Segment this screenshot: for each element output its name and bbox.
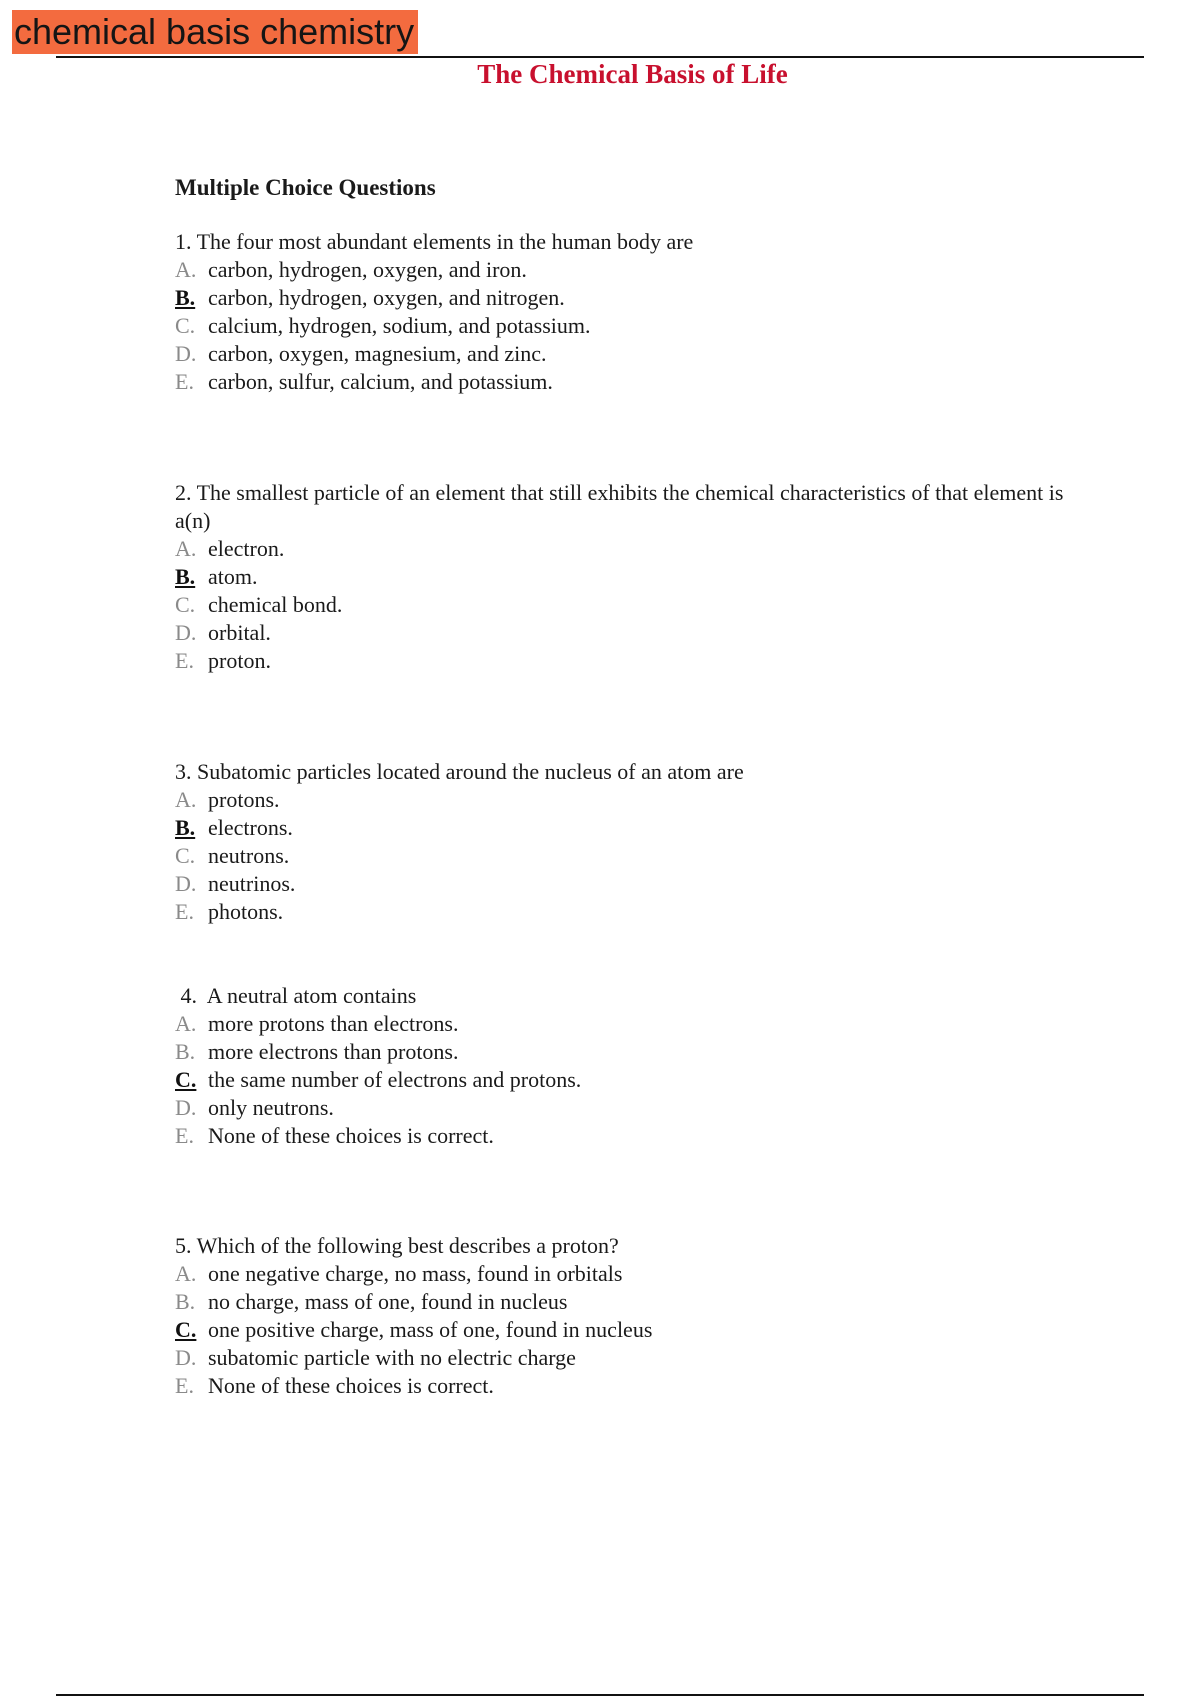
option-text: carbon, hydrogen, oxygen, and nitrogen.	[208, 285, 565, 310]
option-letter: C.	[175, 313, 196, 338]
option-text: carbon, hydrogen, oxygen, and iron.	[208, 257, 527, 282]
option-letter: A.	[175, 1261, 197, 1286]
page-title: The Chemical Basis of Life	[477, 59, 788, 89]
option-text: more electrons than protons.	[208, 1039, 459, 1064]
option-c	[175, 1316, 1075, 1344]
option-c	[175, 842, 1075, 870]
option-c	[175, 1066, 1075, 1094]
option-c	[175, 591, 1075, 619]
option-letter: A.	[175, 1011, 197, 1036]
option-text: more protons than electrons.	[208, 1011, 459, 1036]
option-letter: B.	[175, 1039, 196, 1064]
option-e	[175, 898, 1075, 926]
question-2	[175, 479, 1075, 675]
question-5	[175, 1232, 1075, 1400]
option-letter: A.	[175, 787, 197, 812]
option-c	[175, 312, 1075, 340]
option-e	[175, 1372, 1075, 1400]
option-text: neutrinos.	[208, 871, 296, 896]
option-letter: D.	[175, 1345, 197, 1370]
option-a	[175, 1260, 1075, 1288]
option-text: orbital.	[208, 620, 271, 645]
option-d	[175, 340, 1075, 368]
question-stem: 4. A neutral atom contains	[175, 983, 417, 1008]
correct-option-letter: B.	[175, 564, 196, 589]
option-b	[175, 284, 1075, 312]
option-text: photons.	[208, 899, 284, 924]
option-text: subatomic particle with no electric charge	[208, 1345, 576, 1370]
option-text: calcium, hydrogen, sodium, and potassium.	[208, 313, 591, 338]
option-text: the same number of electrons and protons.	[208, 1067, 582, 1092]
option-d	[175, 1094, 1075, 1122]
option-letter: E.	[175, 369, 194, 394]
option-letter: E.	[175, 1123, 194, 1148]
question-4	[175, 982, 1075, 1150]
question-stem: 3. Subatomic particles located around the nucleus of an atom are	[175, 759, 744, 784]
question-stem: 2. The smallest particle of an element that still exhibits the chemical characteristics of that element is a(n)	[175, 480, 1064, 533]
option-d	[175, 870, 1075, 898]
option-text: None of these choices is correct.	[208, 1373, 494, 1398]
option-letter: C.	[175, 843, 196, 868]
option-text: atom.	[208, 564, 258, 589]
document-tag: chemical basis chemistry	[12, 10, 418, 54]
option-text: chemical bond.	[208, 592, 343, 617]
option-b	[175, 563, 1075, 591]
option-letter: E.	[175, 1373, 194, 1398]
option-text: proton.	[208, 648, 271, 673]
option-text: electron.	[208, 536, 285, 561]
option-b	[175, 1038, 1075, 1066]
option-d	[175, 1344, 1075, 1372]
option-text: electrons.	[208, 815, 293, 840]
option-letter: D.	[175, 341, 197, 366]
correct-option-letter: B.	[175, 815, 196, 840]
option-text: only neutrons.	[208, 1095, 334, 1120]
option-text: carbon, sulfur, calcium, and potassium.	[208, 369, 553, 394]
option-letter: D.	[175, 871, 197, 896]
option-letter: B.	[175, 1289, 196, 1314]
option-letter: D.	[175, 1095, 197, 1120]
section-heading: Multiple Choice Questions	[175, 175, 436, 200]
option-text: protons.	[208, 787, 280, 812]
option-e	[175, 368, 1075, 396]
footer-rule	[56, 1694, 1144, 1696]
option-e	[175, 647, 1075, 675]
question-stem: 5. Which of the following best describes a proton?	[175, 1233, 619, 1258]
option-text: carbon, oxygen, magnesium, and zinc.	[208, 341, 547, 366]
option-e	[175, 1122, 1075, 1150]
option-d	[175, 619, 1075, 647]
correct-option-letter: C.	[175, 1067, 197, 1092]
option-text: one positive charge, mass of one, found in nucleus	[208, 1317, 653, 1342]
option-letter: D.	[175, 620, 197, 645]
option-text: no charge, mass of one, found in nucleus	[208, 1289, 568, 1314]
option-a	[175, 1010, 1075, 1038]
option-letter: E.	[175, 648, 194, 673]
option-a	[175, 256, 1075, 284]
option-b	[175, 814, 1075, 842]
option-text: None of these choices is correct.	[208, 1123, 494, 1148]
question-stem: 1. The four most abundant elements in the human body are	[175, 229, 694, 254]
option-letter: A.	[175, 257, 197, 282]
question-1	[175, 228, 1075, 396]
correct-option-letter: B.	[175, 285, 196, 310]
option-text: one negative charge, no mass, found in orbitals	[208, 1261, 623, 1286]
correct-option-letter: C.	[175, 1317, 197, 1342]
question-3	[175, 758, 1075, 926]
option-text: neutrons.	[208, 843, 290, 868]
option-letter: E.	[175, 899, 194, 924]
option-letter: A.	[175, 536, 197, 561]
option-letter: C.	[175, 592, 196, 617]
option-a	[175, 535, 1075, 563]
option-a	[175, 786, 1075, 814]
option-b	[175, 1288, 1075, 1316]
